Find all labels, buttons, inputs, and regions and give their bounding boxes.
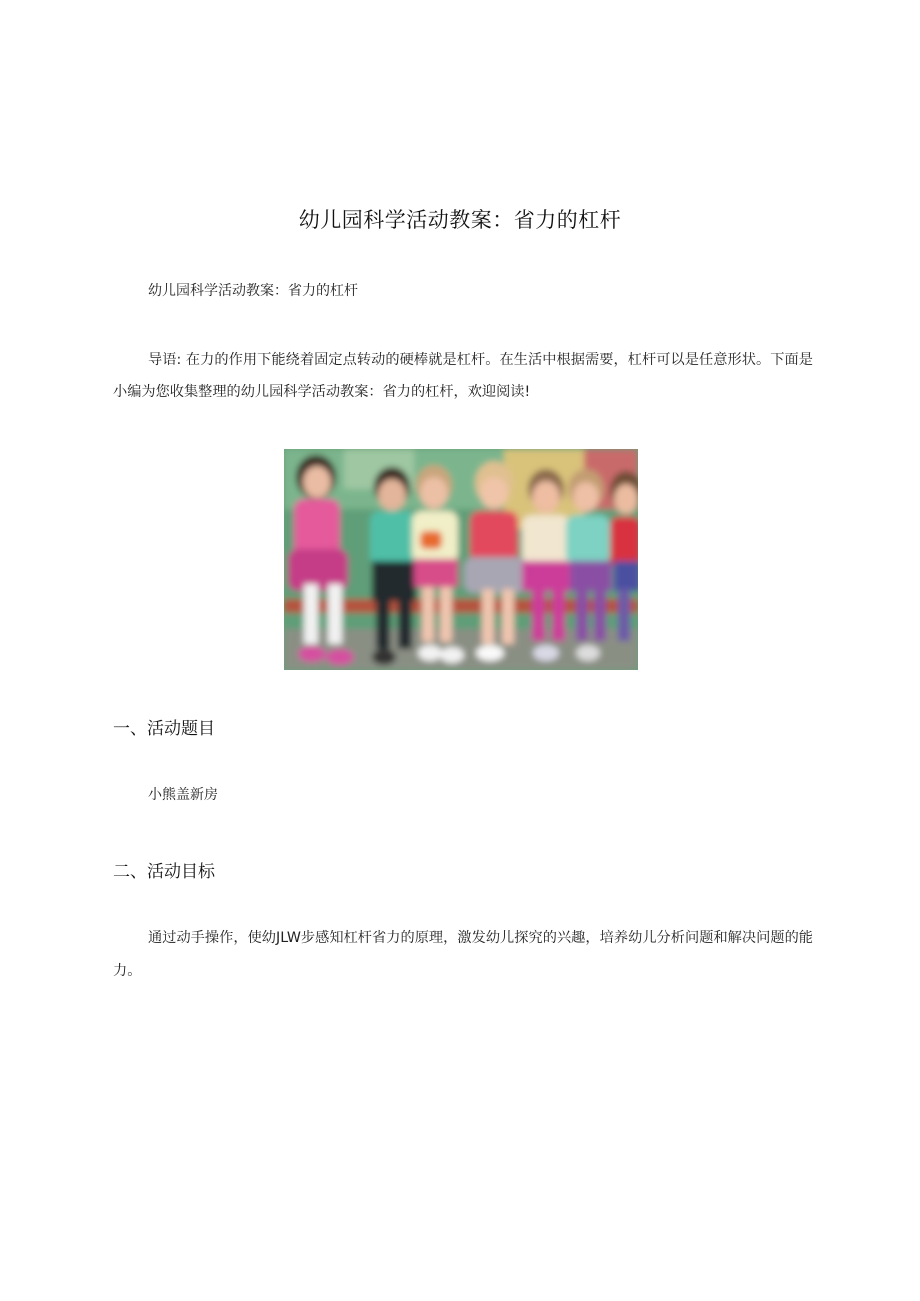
children-photo bbox=[284, 449, 638, 670]
section-text-activity-topic: 小熊盖新房 bbox=[148, 787, 218, 803]
section-heading-activity-topic: 一、活动题目 bbox=[113, 719, 215, 739]
photo-image bbox=[284, 449, 638, 670]
document-subtitle: 幼儿园科学活动教案：省力的杠杆 bbox=[148, 283, 358, 299]
intro-paragraph: 导语: 在力的作用下能绕着固定点转动的硬棒就是杠杆。在生活中根据需要，杠杆可以是任意形状。下面是小编为您收集整理的幼儿园科学活动教案：省力的杠杆，欢迎阅读! bbox=[113, 352, 813, 400]
section-heading-activity-goal: 二、活动目标 bbox=[113, 862, 215, 882]
section-text-activity-goal: 通过动手操作，使幼JLW步感知杠杆省力的原理，激发幼儿探究的兴趣，培养幼儿分析问题和解决问题的能力。 bbox=[113, 930, 813, 979]
document-title: 幼儿园科学活动教案：省力的杠杆 bbox=[298, 208, 622, 232]
